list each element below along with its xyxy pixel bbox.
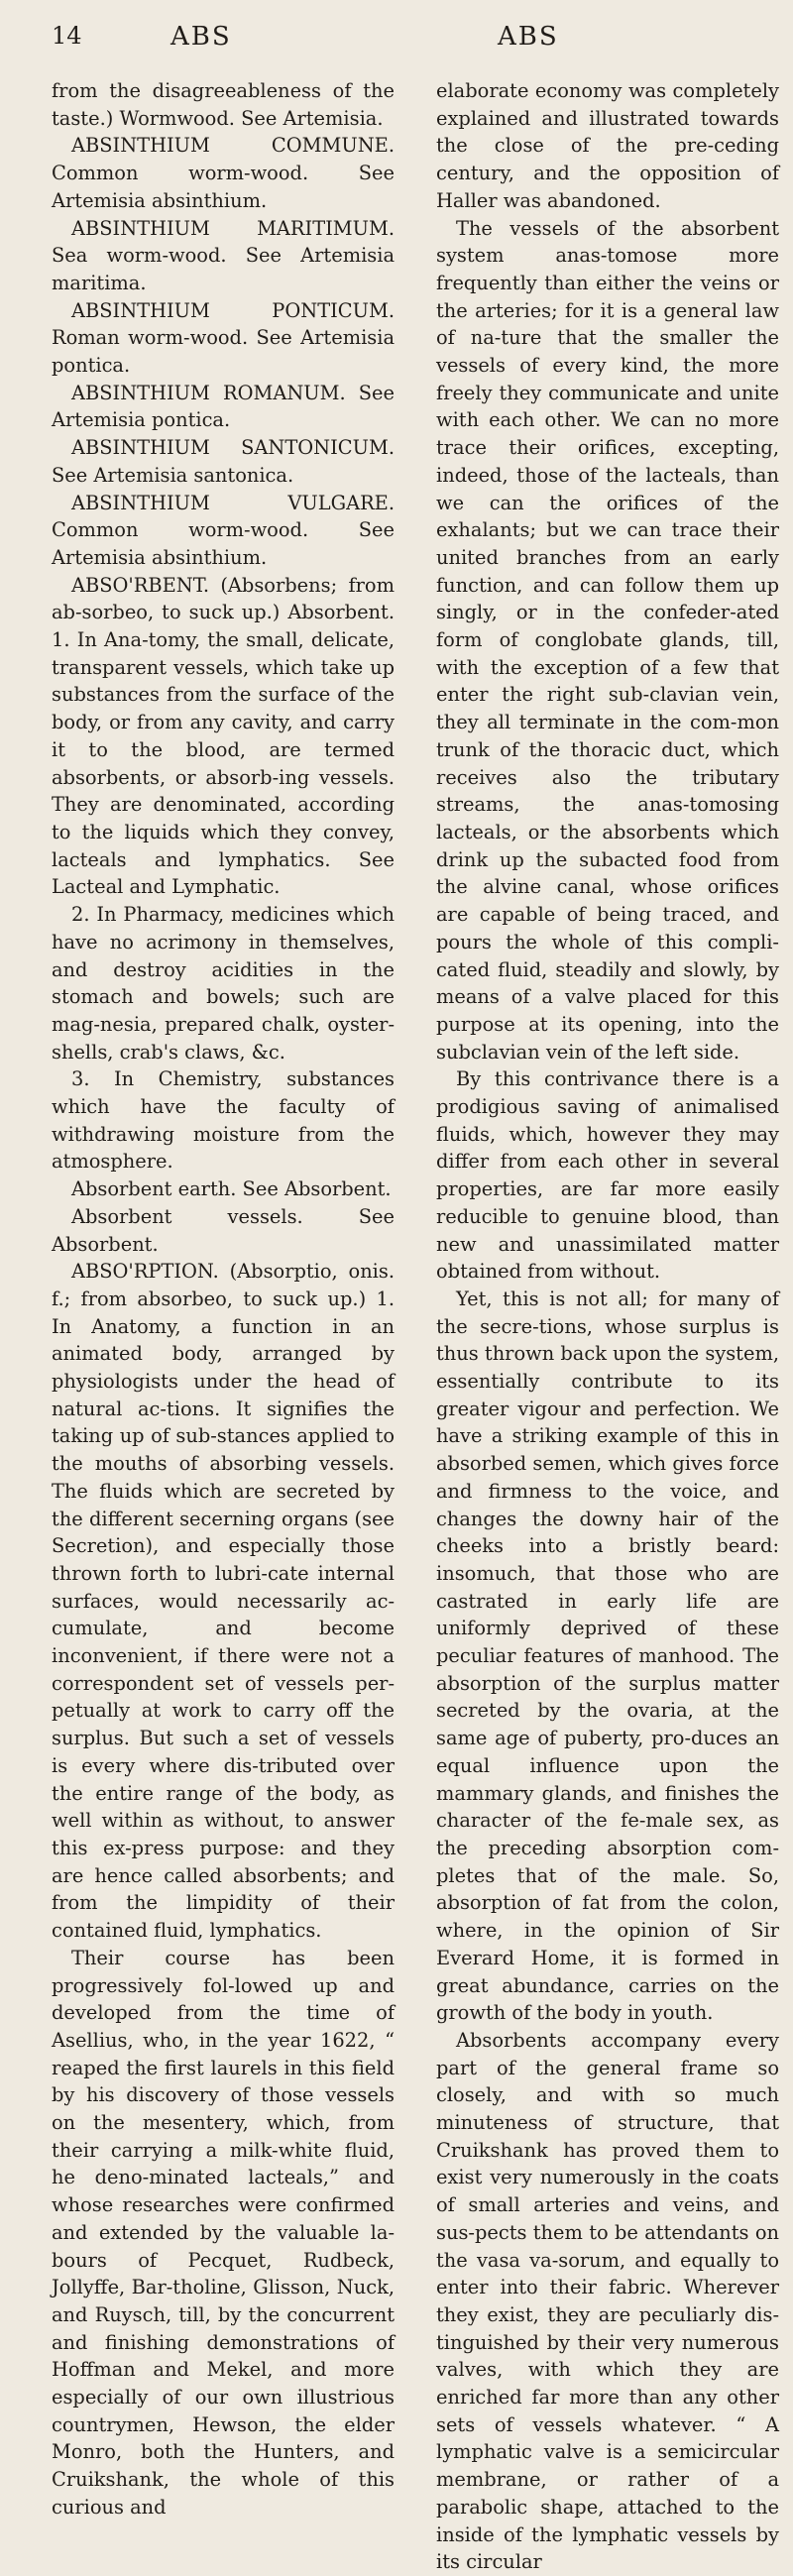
running-head-left: ABS [170,22,232,52]
entry-absorption: ABSO'RPTION. (Absorptio, onis. f.; from absorbeo, to suck up.) 1. In Anatomy, a function in an animated body, arranged by physiologists under the head of natural ac-tions. It signifies the taking up of sub-stances applied to the mouths of absorbing vessels. The fluids which are secreted by the different secerning organs (see Secretion), and especially those thrown forth to lubri-cate internal surfaces, would necessarily ac-cumulate, and become inconvenient, if there were not a correspondent set of vessels per-petually at work to carry off the surplus. But such a set of vessels is every where dis-tributed over the entire range of the body, as well within as without, to answer this ex-press purpose: and they are hence called absorbents; and from the limpidity of their contained fluid, lymphatics. [52,1260,395,1943]
entry-absinthium-ponticum: ABSINTHIUM PONTICUM. Roman worm-wood. See Artemisia pontica. [52,298,395,378]
running-head-right: ABS [498,22,559,52]
paragraph: 2. In Pharmacy, medicines which have no acrimony in themselves, and destroy acidities in the stomach and bowels; such are mag-nesia, prepared chalk, oyster-shells, crab's claws, &c. [52,903,395,1064]
entry-absinthium-vulgare: ABSINTHIUM VULGARE. Common worm-wood. See Artemisia absinthium. [52,491,395,569]
entry-absorbent: ABSO'RBENT. (Absorbens; from ab-sorbeo, to suck up.) Absorbent. 1. In Ana-tomy, the small, delicate, transparent vessels, which take up substances from the surface of the body, or from any cavity, and carry it to the blood, are termed absorbents, or absorb-ing vessels. They are denominated, according to the liquids which they convey, lacteals and lymphatics. See Lacteal and Lymphatic. [52,573,395,899]
paragraph: from the disagreeableness of the taste.) Wormwood. See Artemisia. [52,79,395,130]
paragraph: Yet, this is not all; for many of the secre-tions, whose surplus is thus thrown back upon the system, essentially contribute to its greater vigour and perfection. We have a striking example of this in absorbed semen, which gives force and firmness to the voice, and changes the downy hair of the cheeks into a bristly beard: insomuch, that those who are castrated in early life are uniformly deprived of these peculiar features of manhood. The absorption of the surplus matter secreted by the ovaria, at the same age of puberty, pro-duces an equal influence upon the mammary glands, and finishes the character of the fe-male sex, as the preceding absorption com-pletes that of the male. So, absorption of fat from the colon, where, in the opinion of Sir Everard Home, it is formed in great abundance, carries on the growth of the body in youth. [436,1287,779,2025]
page-header [52,22,741,61]
paragraph: 3. In Chemistry, substances which have the faculty of withdrawing moisture from the atmosphere. [52,1067,395,1174]
entry-absinthium-romanum: ABSINTHIUM ROMANUM. See Artemisia pontica. [52,381,395,432]
paragraph: Their course has been progressively fol-lowed up and developed from the time of Asellius, who, in the year 1622, “ reaped the first laurels in this field by his discovery of those vessels on the mesentery, which, from their carrying a milk-white fluid, he deno-minated lacteals,” and whose researches were confirmed and extended by the valuable la-bours of Pecquet, Rudbeck, Jollyffe, Bar-tholine, Glisson, Nuck, and Ruysch, till, by the concurrent and finishing demonstrations of Hoffman and Mekel, and more especially of our own illustrious countrymen, Hewson, the elder Monro, both the Hunters, and Cruikshank, the whole of this curious and [52,1946,395,2519]
paragraph: By this contrivance there is a prodigious saving of animalised fluids, which, however they may differ from each other in several properties, are far more easily reducible to genuine blood, than new and unassimilated matter obtained from without. [436,1067,779,1284]
left-column [52,77,395,2521]
entry-absorbent-earth: Absorbent earth. See Absorbent. [71,1177,392,1201]
paragraph: Absorbents accompany every part of the general frame so closely, and with so much minuteness of structure, that Cruikshank has proved them to exist very numerously in the coats of small arteries and veins, and sus-pects them to be attendants on the vasa va-sorum, and equally to enter into their fabric. Wherever they exist, they are peculiarly dis-tinguished by their very numerous valves, with which they are enriched far more than any other sets of vessels whatever. “ A lymphatic valve is a semicircular membrane, or rather of a parabolic shape, attached to the inside of the lymphatic vessels by its circular [436,2028,779,2574]
entry-absinthium-santonicum: ABSINTHIUM SANTONICUM. See Artemisia santonica. [52,436,395,487]
entry-absorbent-vessels: Absorbent vessels. See Absorbent. [52,1204,395,1256]
paragraph: The vessels of the absorbent system anas-tomose more frequently than either the veins or the arteries; for it is a general law of na-ture that the smaller the vessels of every kind, the more freely they communicate and unite with each other. We can no more trace their orifices, excepting, indeed, those of the lacteals, than we can the orifices of the exhalants; but we can trace their united branches from an early function, and can follow them up singly, or in the confeder-ated form of conglobate glands, till, with the exception of a few that enter the right sub-clavian vein, they all terminate in the com-mon trunk of the thoracic duct, which receives also the tributary streams, the anas-tomosing lacteals, or the absorbents which drink up the subacted food from the alvine canal, whose orifices are capable of being traced, and pours the whole of this compli-cated fluid, steadily and slowly, by means of a valve placed for this purpose at its opening, into the subclavian vein of the left side. [436,216,779,1064]
right-column [436,77,779,2576]
entry-absinthium-commune: ABSINTHIUM COMMUNE. Common worm-wood. See Artemisia absinthium. [52,134,395,212]
page-number: 14 [52,22,82,50]
entry-absinthium-maritimum: ABSINTHIUM MARITIMUM. Sea worm-wood. See Artemisia maritima. [52,216,395,294]
paragraph: elaborate economy was completely explained and illustrated towards the close of the pre-ceding century, and the opposition of Haller was abandoned. [436,79,779,212]
